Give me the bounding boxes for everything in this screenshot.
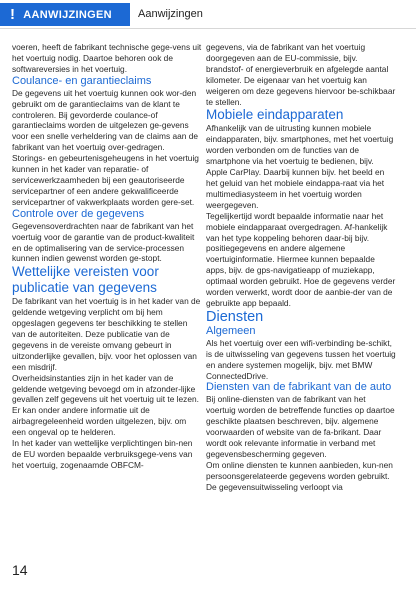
paragraph: Bij online-diensten van de fabrikant van het voertuig worden de betreffende functies op daartoe geschikte plaatsen beschreven, bijv. algemene voorwaarden of website van de fa-brikant. Daar wordt ook relevante informatie in verband met gegevensbescherming gegeven. [206,394,395,459]
paragraph: De fabrikant van het voertuig is in het kader van de geldende wetgeving verplicht om bij hem opgeslagen gegevens ter beschikking te stellen van de autoriteiten. Deze publicatie van de gegevens in de vereiste omvang gebeurt in uitzonderlijke gevallen, bijv. voor het oplossen van een misdrijf. [12,296,201,372]
exclamation-icon: ! [10,6,16,23]
section-tab [0,3,130,26]
left-column [12,42,202,471]
section-heading-diensten-fabrikant: Diensten van de fabrikant van de auto [206,381,392,394]
section-heading-controle: Controle over de gegevens [12,207,145,220]
right-column [206,42,396,493]
paragraph: Tegelijkertijd wordt bepaalde informatie naar het mobiele eindapparaat overgedragen. Af-hankelijk van het type koppeling behoren daar-bij bijv. positiegegevens en andere algemene voertuiginformatie. Hiermee kunnen bepaalde apps, bijv. de gps-navigatieapp of muziekapp, optimaal worden gebruikt. Hoe de gegevens verder worden verwerkt, wordt door de aanbie-der van de gebruikte app bepaald. [206,210,396,308]
section-heading-wettelijke-vereisten: Wettelijke vereisten voor publicatie van gegevens [12,264,159,296]
paragraph: Afhankelijk van de uitrusting kunnen mobiele eindapparaten, bijv. smartphones, met het voertuig worden verbonden om de functies van de smartphone via het voertuig te bedienen, bijv. Apple CarPlay. Daarbij kunnen bijv. het beeld en het geluid van het mobiele eindappa-raat via het multimediasysteem in het voertuig worden weergegeven. [206,123,394,210]
paragraph: Overheidsinstanties zijn in het kader van de geldende wetgeving bevoegd om in afzonder-lijke gevallen zelf gegevens uit het voertuig uit te lezen. Er kan onder andere informatie uit de airbagregeleenheid worden uitgelezen, bijv. om een ongeval op te helderen. [12,372,199,438]
paragraph: De gegevens uit het voertuig kunnen ook wor-den gebruikt om de garantieclaims van de klant te controleren. Bij gevorderde coulance-of garantieclaims worden de uitgelezen ge-gevens voor een snelle verheldering van de claims aan de fabrikant van het voertuig over-gedragen. [12,87,198,153]
paragraph: Om online diensten te kunnen aanbieden, kun-nen persoonsgerelateerde gegevens worden gebruikt. De gegevensuitwisseling verloopt via [206,459,393,492]
section-heading-algemeen: Algemeen [206,324,256,337]
section-heading-coulance: Coulance- en garantieclaims [12,74,152,87]
paragraph: gegevens, via de fabrikant van het voertuig doorgegeven aan de EU-commissie, bijv. brandstof- of energieverbruik en afgelegde aantal kilometer. De eigenaar van het voertuig kan weigeren om deze gegevens hiervoor be-schikbaar te stellen. [206,42,396,107]
paragraph: In het kader van wettelijke verplichtingen bin-nen de EU worden bepaalde verbruiksgege-vens van het voertuig, zogenaamde OBFCM- [12,438,193,470]
paragraph: voeren, heeft de fabrikant technische gege-vens uit het voertuig nodig. Daartoe behoren ook de softwareversies in het voertuig. [12,42,202,74]
page-header [0,0,416,30]
header-divider [0,28,416,29]
page-number: 14 [12,562,28,578]
paragraph: Als het voertuig over een wifi-verbinding be-schikt, is de uitwisseling van gegevens tussen het voertuig en andere systemen mogelijk, bijv. met BMW ConnectedDrive. [206,337,396,381]
paragraph: Gegevensoverdrachten naar de fabrikant van het voertuig voor de garantie van de product-kwaliteit en de optimalisering van de service-processen kunnen indien gewenst worden ge-stopt. [12,220,195,264]
paragraph: Storings- en gebeurtenisgeheugens in het voertuig kunnen in het kader van reparatie- of servicewerkzaamheden bij een geautoriseerde servicepartner of een andere gekwalificeerde servicepartner of vakwerkplaats worden gere-set. [12,153,199,207]
section-tab-label: AANWIJZINGEN [23,8,112,21]
section-heading-diensten: Diensten [206,308,264,325]
breadcrumb: Aanwijzingen [138,8,203,20]
section-heading-mobiele-eindapparaten: Mobiele eindapparaten [206,107,344,123]
